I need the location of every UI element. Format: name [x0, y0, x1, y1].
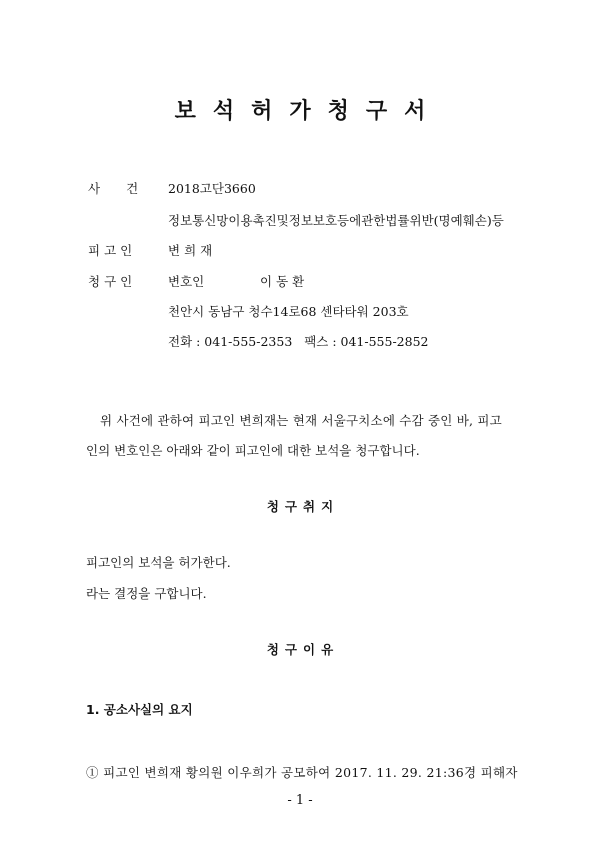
intro-line-2: 인의 변호인은 아래와 같이 피고인에 대한 보석을 청구합니다. — [86, 443, 420, 458]
claimant-name: 이동환 — [260, 274, 309, 289]
case-name: 정보통신망이용촉진및정보보호등에관한법률위반(명예훼손)등 — [168, 213, 504, 228]
defendant-label: 피고인 — [88, 243, 137, 258]
claimant-contact: 전화 : 041-555-2353 팩스 : 041-555-2852 — [168, 334, 429, 349]
reason-heading: 청구이유 — [266, 642, 340, 657]
purpose-line-2: 라는 결정을 구합니다. — [86, 586, 207, 601]
purpose-heading: 청구취지 — [266, 499, 340, 514]
purpose-line-1: 피고인의 보석을 허가한다. — [86, 555, 231, 570]
case-number: 2018고단3660 — [168, 181, 256, 196]
section-1-title: 1. 공소사실의 요지 — [86, 702, 193, 717]
case-label: 사건 — [88, 181, 165, 196]
defendant-name: 변희재 — [168, 243, 217, 258]
page-number: - 1 - — [287, 793, 313, 808]
intro-line-1: 위 사건에 관하여 피고인 변희재는 현재 서울구치소에 수감 중인 바, 피고 — [100, 413, 502, 428]
claimant-address: 천안시 동남구 청수14로68 센타타워 203호 — [168, 304, 409, 319]
claimant-role: 변호인 — [168, 274, 205, 289]
claimant-label: 청구인 — [88, 274, 137, 289]
item-1-line: ① 피고인 변희재 황의원 이우희가 공모하여 2017. 11. 29. 21:36경 피해자 — [86, 765, 518, 780]
document-title: 보석허가청구서 — [174, 98, 443, 124]
